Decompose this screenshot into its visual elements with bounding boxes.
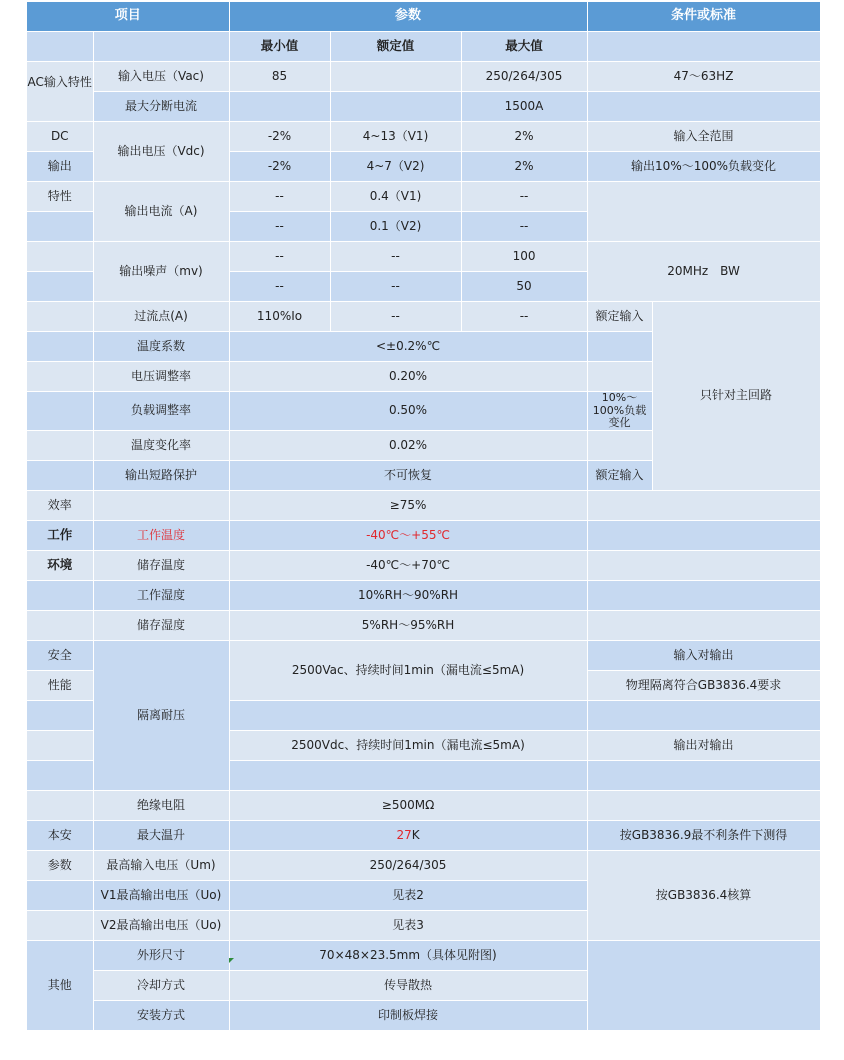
blank-cell — [27, 910, 93, 940]
row-label: 过流点(A) — [93, 302, 229, 332]
cell-max: 2% — [461, 152, 587, 182]
blank-cell — [587, 760, 820, 790]
blank-cell — [27, 580, 93, 610]
cell-rated: 0.1（V2) — [330, 212, 461, 242]
row-label: 电压调整率 — [93, 362, 229, 392]
cell-condition: 按GB3836.9最不利条件下测得 — [587, 820, 820, 850]
row-label: 输出电流（A) — [93, 182, 229, 242]
cell-value: 0.50% — [229, 392, 587, 431]
row-label: 工作湿度 — [93, 580, 229, 610]
header-item: 项目 — [27, 2, 229, 32]
cell-condition: 按GB3836.4核算 — [587, 850, 820, 940]
cell-rated: -- — [330, 302, 461, 332]
blank-cell — [27, 212, 93, 242]
row-label: 工作温度 — [93, 520, 229, 550]
cell-condition: 20MHz BW — [587, 242, 820, 302]
cell-value: 0.02% — [229, 430, 587, 460]
blank-cell — [587, 520, 820, 550]
dc-group-label: 输出 — [27, 152, 93, 182]
cell-min: -2% — [229, 152, 330, 182]
cell-value: ≥500MΩ — [229, 790, 587, 820]
cell-rated: -- — [330, 242, 461, 272]
cell-value: -40℃～+55℃ — [229, 520, 587, 550]
row-label: 储存温度 — [93, 550, 229, 580]
blank-cell — [587, 362, 652, 392]
row-label: V2最高输出电压（Uo) — [93, 910, 229, 940]
cell-condition: 物理隔离符合GB3836.4要求 — [587, 670, 820, 700]
cell-value: 印制板焊接 — [229, 1000, 587, 1030]
cell-min: -- — [229, 242, 330, 272]
cell-rated — [330, 62, 461, 92]
row-label: 最大温升 — [93, 820, 229, 850]
cell-value: ≥75% — [229, 490, 587, 520]
ac-group-label: AC输入特性 — [27, 62, 93, 122]
cell-condition: 10%～100%负载变化 — [587, 392, 652, 431]
blank-cell — [587, 610, 820, 640]
other-group-label: 其他 — [27, 940, 93, 1030]
blank-cell — [27, 610, 93, 640]
cell-min: -- — [229, 182, 330, 212]
cell-condition: 输入全范围 — [587, 122, 820, 152]
blank-cell — [27, 430, 93, 460]
header-condition: 条件或标准 — [587, 2, 820, 32]
cell-max: -- — [461, 212, 587, 242]
cell-rated: -- — [330, 272, 461, 302]
cell-max: -- — [461, 182, 587, 212]
cell-max: -- — [461, 302, 587, 332]
blank-cell — [587, 700, 820, 730]
row-label: 输出噪声（mv) — [93, 242, 229, 302]
dc-group-label: DC — [27, 122, 93, 152]
cell-min: -- — [229, 272, 330, 302]
cell-value: <±0.2%℃ — [229, 332, 587, 362]
cell-condition — [587, 92, 820, 122]
blank-cell — [27, 362, 93, 392]
blank-cell — [27, 302, 93, 332]
row-label: 安装方式 — [93, 1000, 229, 1030]
cell-comment-marker — [229, 958, 234, 963]
blank-cell — [27, 880, 93, 910]
row-label: 隔离耐压 — [93, 640, 229, 790]
cell-value: 250/264/305 — [229, 850, 587, 880]
blank-cell — [27, 392, 93, 431]
subheader-min: 最小值 — [229, 32, 330, 62]
blank-cell — [587, 550, 820, 580]
efficiency-label: 效率 — [27, 490, 93, 520]
blank-cell — [27, 730, 93, 760]
cell-value: 0.20% — [229, 362, 587, 392]
intrinsic-group-label: 参数 — [27, 850, 93, 880]
row-label: 储存湿度 — [93, 610, 229, 640]
cell-value: 不可恢复 — [229, 460, 587, 490]
cell-value: 见表3 — [229, 910, 587, 940]
cell-max: 100 — [461, 242, 587, 272]
blank-cell — [27, 700, 93, 730]
cell-min: -2% — [229, 122, 330, 152]
blank-cell — [27, 242, 93, 272]
blank-cell — [587, 430, 652, 460]
cell-min: 110%Io — [229, 302, 330, 332]
cell-condition: 输入对输出 — [587, 640, 820, 670]
blank-cell — [587, 940, 820, 1030]
blank-cell — [229, 760, 587, 790]
row-label: 冷却方式 — [93, 970, 229, 1000]
cell-value: 10%RH～90%RH — [229, 580, 587, 610]
blank-cell — [27, 790, 93, 820]
blank-cell — [587, 790, 820, 820]
cell-rated: 4~13（V1) — [330, 122, 461, 152]
cell-value: 传导散热 — [229, 970, 587, 1000]
blank-cell — [93, 32, 229, 62]
cell-condition: 额定输入 — [587, 302, 652, 332]
spec-table — [27, 2, 821, 1031]
safety-group-label: 安全 — [27, 640, 93, 670]
env-group-label: 环境 — [27, 550, 93, 580]
cell-value: 70×48×23.5mm（具体见附图) — [229, 940, 587, 970]
blank-cell — [587, 32, 820, 62]
cell-value: 见表2 — [229, 880, 587, 910]
row-label: 温度系数 — [93, 332, 229, 362]
cell-max: 1500A — [461, 92, 587, 122]
subheader-max: 最大值 — [461, 32, 587, 62]
cell-condition: 额定输入 — [587, 460, 652, 490]
row-label: 输入电压（Vac) — [93, 62, 229, 92]
value-highlight: 27 — [396, 827, 412, 842]
dc-group-label: 特性 — [27, 182, 93, 212]
row-label: 外形尺寸 — [93, 940, 229, 970]
cell-max: 250/264/305 — [461, 62, 587, 92]
cell-value: 5%RH～95%RH — [229, 610, 587, 640]
row-label: 负载调整率 — [93, 392, 229, 431]
cell-value: 2500Vdc、持续时间1min（漏电流≤5mA) — [229, 730, 587, 760]
cell-min: 85 — [229, 62, 330, 92]
cell-min — [229, 92, 330, 122]
cell-value: 2500Vac、持续时间1min（漏电流≤5mA) — [229, 640, 587, 700]
cell-condition: 47～63HZ — [587, 62, 820, 92]
blank-cell — [27, 332, 93, 362]
cell-condition: 输出对输出 — [587, 730, 820, 760]
cell-condition: 输出10%～100%负载变化 — [587, 152, 820, 182]
row-label: 最高输入电压（Um) — [93, 850, 229, 880]
safety-group-label: 性能 — [27, 670, 93, 700]
header-params: 参数 — [229, 2, 587, 32]
blank-cell — [229, 700, 587, 730]
blank-cell — [27, 32, 93, 62]
subheader-rated: 额定值 — [330, 32, 461, 62]
intrinsic-group-label: 本安 — [27, 820, 93, 850]
row-label: 温度变化率 — [93, 430, 229, 460]
blank-cell — [27, 272, 93, 302]
row-label: 绝缘电阻 — [93, 790, 229, 820]
row-label: 输出短路保护 — [93, 460, 229, 490]
cell-condition: 只针对主回路 — [652, 302, 820, 491]
cell-condition — [587, 182, 820, 242]
cell-max: 2% — [461, 122, 587, 152]
row-label: 最大分断电流 — [93, 92, 229, 122]
blank-cell — [587, 490, 820, 520]
cell-rated — [330, 92, 461, 122]
cell-value: -40℃～+70℃ — [229, 550, 587, 580]
blank-cell — [27, 460, 93, 490]
row-label: 输出电压（Vdc) — [93, 122, 229, 182]
cell-rated: 4~7（V2) — [330, 152, 461, 182]
blank-cell — [27, 760, 93, 790]
row-label: V1最高输出电压（Uo) — [93, 880, 229, 910]
cell-min: -- — [229, 212, 330, 242]
blank-cell — [93, 490, 229, 520]
blank-cell — [587, 580, 820, 610]
cell-rated: 0.4（V1) — [330, 182, 461, 212]
value-unit: K — [411, 827, 420, 842]
cell-value — [229, 820, 587, 850]
cell-max: 50 — [461, 272, 587, 302]
blank-cell — [587, 332, 652, 362]
env-group-label: 工作 — [27, 520, 93, 550]
